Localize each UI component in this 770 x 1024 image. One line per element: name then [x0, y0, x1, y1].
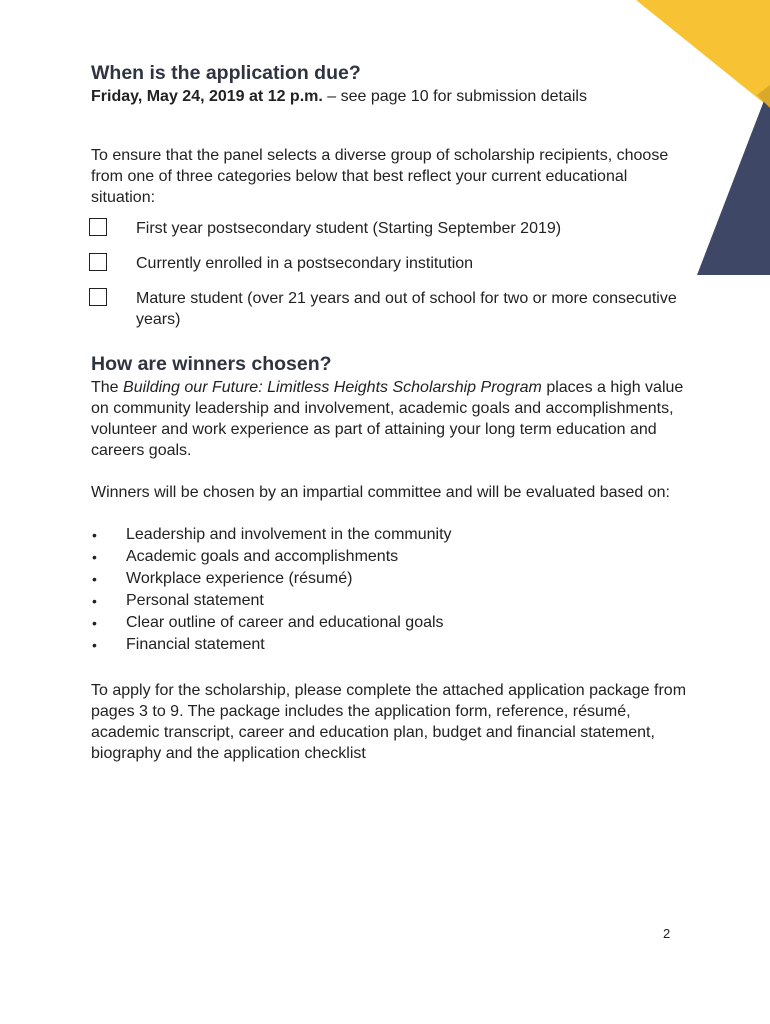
winners-section [91, 351, 691, 764]
criteria-label: Workplace experience (résumé) [126, 570, 353, 587]
bullet-icon: • [92, 571, 97, 587]
criteria-label: Clear outline of career and educational goals [126, 614, 444, 631]
navy-triangle-shape [697, 85, 770, 275]
category-option-first-year[interactable] [89, 218, 691, 239]
checkbox[interactable] [89, 218, 107, 236]
bullet-icon: • [92, 593, 97, 609]
list-item [91, 524, 691, 546]
due-section [91, 60, 691, 108]
criteria-label: Leadership and involvement in the community [126, 526, 452, 543]
checkbox[interactable] [89, 253, 107, 271]
due-submission-note: – see page 10 for submission details [322, 88, 587, 105]
criteria-label: Academic goals and accomplishments [126, 548, 399, 565]
criteria-label: Personal statement [126, 592, 264, 609]
checkbox[interactable] [89, 288, 107, 306]
application-instructions: To apply for the scholarship, please complete the attached application package from pages 3 to 9. The package includes the application form, reference, résumé, academic transcript, career and education plan, budget and financial statement, biography and the application checklist [91, 682, 687, 762]
list-item [91, 568, 691, 590]
winners-paragraph [91, 377, 691, 461]
category-option-mature-student[interactable] [89, 288, 691, 330]
bullet-icon: • [92, 527, 97, 543]
criteria-label: Financial statement [126, 636, 265, 653]
list-item [91, 634, 691, 656]
page-content [91, 60, 691, 764]
yellow-overlap-shape [757, 85, 770, 108]
category-checklist [89, 218, 691, 330]
due-date-line [91, 86, 691, 108]
list-item [91, 612, 691, 634]
winners-paragraph-prefix: The [91, 379, 124, 396]
category-option-label: Mature student (over 21 years and out of school for two or more consecutive years) [136, 290, 677, 328]
criteria-list [91, 524, 691, 656]
bullet-icon: • [92, 637, 97, 653]
list-item [91, 590, 691, 612]
program-name: Building our Future: Limitless Heights Scholarship Program [123, 379, 542, 396]
categories-section [91, 145, 691, 330]
evaluation-intro: Winners will be chosen by an impartial committee and will be evaluated based on: [91, 484, 670, 501]
page-number: 2 [663, 926, 671, 941]
category-option-label: First year postsecondary student (Starting September 2019) [136, 220, 562, 237]
category-option-label: Currently enrolled in a postsecondary institution [136, 255, 474, 272]
category-option-currently-enrolled[interactable] [89, 253, 691, 274]
categories-intro: To ensure that the panel selects a diverse group of scholarship recipients, choose from one of three categories below that best reflect your current educational situation: [91, 147, 669, 206]
bullet-icon: • [92, 615, 97, 631]
bullet-icon: • [92, 549, 97, 565]
due-heading: When is the application due? [91, 62, 361, 84]
list-item [91, 546, 691, 568]
winners-paragraph-rest: places a high value on community leadership and involvement, academic goals and accomplishments, volunteer and work experience as part of attaining your long term education and careers goals. [91, 379, 684, 459]
winners-heading: How are winners chosen? [91, 353, 332, 375]
due-date: Friday, May 24, 2019 at 12 p.m. [91, 88, 323, 105]
